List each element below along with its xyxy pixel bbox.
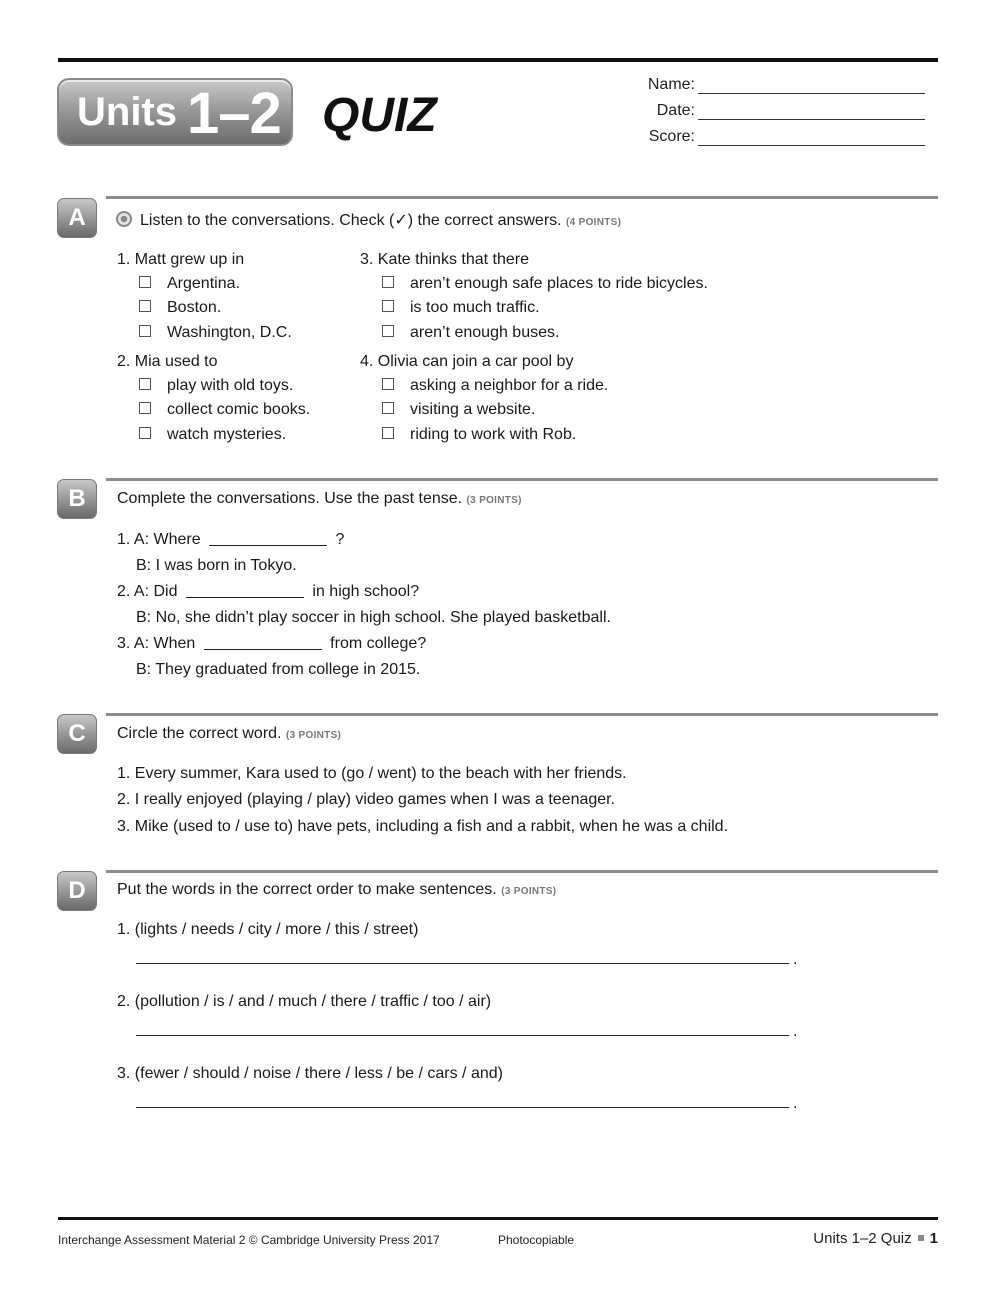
units-badge (57, 78, 293, 146)
score-label-wrap (600, 128, 695, 146)
section-d-rule (106, 870, 938, 873)
date-label-wrap (600, 102, 695, 120)
prompt-text: 3. A: When (117, 635, 196, 652)
units-numbers: 1–2 (187, 81, 281, 146)
footer-quiz-label: Units 1–2 Quiz (813, 1230, 912, 1247)
prompt-text-after: from college? (330, 635, 427, 652)
item-b1-a (117, 531, 344, 549)
option-label: asking a neighbor for a ride. (410, 377, 609, 394)
question-a2: 2. Mia used to (117, 353, 218, 370)
option-label: watch mysteries. (167, 426, 287, 443)
option-label: aren’t enough buses. (410, 324, 560, 341)
blank-field[interactable] (186, 583, 304, 598)
page-number: 1 (929, 1230, 938, 1247)
option-label: riding to work with Rob. (410, 426, 577, 443)
item-c1[interactable]: 1. Every summer, Kara used to (go / went) to the beach with her friends. (117, 765, 627, 782)
item-b2-b: B: No, she didn’t play soccer in high school. She played basketball. (136, 609, 611, 626)
option-label: Boston. (167, 299, 222, 316)
date-label: Date: (656, 102, 695, 119)
question-a3: 3. Kate thinks that there (360, 251, 529, 268)
section-b-points: (3 POINTS) (466, 495, 522, 506)
square-bullet-icon (918, 1235, 924, 1241)
score-label: Score: (648, 128, 695, 145)
option-a3-1[interactable] (382, 275, 708, 293)
item-b3-b: B: They graduated from college in 2015. (136, 661, 421, 678)
option-a3-3[interactable] (382, 324, 559, 342)
option-label: is too much traffic. (410, 299, 540, 316)
checkbox[interactable] (382, 325, 394, 337)
prompt-text: 1. A: Where (117, 531, 201, 548)
footer-photocopiable: Photocopiable (498, 1233, 575, 1247)
footer-page-label (813, 1230, 938, 1247)
option-a4-2[interactable] (382, 401, 535, 419)
item-b2-a (117, 583, 419, 601)
section-c-instruction (117, 725, 341, 743)
checkbox[interactable] (139, 402, 151, 414)
section-b-instruction (117, 490, 522, 508)
checkbox[interactable] (382, 300, 394, 312)
option-a1-2[interactable] (139, 299, 221, 317)
section-a-badge: A (57, 198, 97, 238)
blank-field[interactable] (209, 531, 327, 546)
section-a-points: (4 POINTS) (566, 217, 622, 228)
section-b-instruction-text: Complete the conversations. Use the past tense. (117, 490, 463, 507)
checkbox[interactable] (382, 276, 394, 288)
option-a4-1[interactable] (382, 377, 608, 395)
option-a1-3[interactable] (139, 324, 292, 342)
section-d-badge: D (57, 871, 97, 911)
period-d3: . (793, 1095, 798, 1112)
answer-line-d2[interactable] (136, 1035, 789, 1036)
period-d2: . (793, 1023, 798, 1040)
item-b1-b: B: I was born in Tokyo. (136, 557, 297, 574)
period-d1: . (793, 951, 798, 968)
option-label: collect comic books. (167, 401, 311, 418)
section-a-rule (106, 196, 938, 199)
option-a2-2[interactable] (139, 401, 310, 419)
option-a1-1[interactable] (139, 275, 240, 293)
item-c2[interactable]: 2. I really enjoyed (playing / play) video games when I was a teenager. (117, 791, 616, 808)
section-d-points: (3 POINTS) (501, 886, 557, 897)
option-a3-2[interactable] (382, 299, 540, 317)
item-b3-a (117, 635, 426, 653)
option-a4-3[interactable] (382, 426, 576, 444)
checkbox[interactable] (382, 378, 394, 390)
section-c-instruction-text: Circle the correct word. (117, 725, 282, 742)
option-label: aren’t enough safe places to ride bicycles. (410, 275, 708, 292)
checkbox[interactable] (139, 276, 151, 288)
section-d-instruction (117, 881, 556, 899)
question-a1: 1. Matt grew up in (117, 251, 245, 268)
section-c-badge: C (57, 714, 97, 754)
quiz-title: QUIZ (322, 89, 437, 142)
section-c-rule (106, 713, 938, 716)
units-word: Units (77, 90, 177, 134)
audio-icon[interactable] (116, 211, 132, 227)
name-label-wrap (600, 76, 695, 94)
option-label: visiting a website. (410, 401, 536, 418)
score-field[interactable] (698, 129, 925, 146)
section-b-rule (106, 478, 938, 481)
name-label: Name: (647, 76, 695, 93)
prompt-text-after: ? (335, 531, 345, 548)
item-d2: 2. (pollution / is / and / much / there / traffic / too / air) (117, 993, 492, 1010)
prompt-text: 2. A: Did (117, 583, 178, 600)
option-label: Argentina. (167, 275, 240, 292)
option-label: play with old toys. (167, 377, 294, 394)
option-label: Washington, D.C. (167, 324, 292, 341)
checkbox[interactable] (382, 427, 394, 439)
checkbox[interactable] (139, 300, 151, 312)
top-rule (58, 58, 938, 62)
answer-line-d3[interactable] (136, 1107, 789, 1108)
answer-line-d1[interactable] (136, 963, 789, 964)
bottom-rule (58, 1217, 938, 1220)
item-d3: 3. (fewer / should / noise / there / less / be / cars / and) (117, 1065, 503, 1082)
section-a-instruction-text: Listen to the conversations. Check (✓) the correct answers. (140, 212, 562, 229)
section-b-badge: B (57, 479, 97, 519)
item-c3[interactable]: 3. Mike (used to / use to) have pets, including a fish and a rabbit, when he was a child. (117, 818, 729, 835)
checkbox[interactable] (382, 402, 394, 414)
option-a2-3[interactable] (139, 426, 286, 444)
checkbox[interactable] (139, 378, 151, 390)
blank-field[interactable] (204, 635, 322, 650)
item-d1: 1. (lights / needs / city / more / this / street) (117, 921, 419, 938)
option-a2-1[interactable] (139, 377, 293, 395)
name-field[interactable] (698, 77, 925, 94)
footer-copyright: Interchange Assessment Material 2 © Cambridge University Press 2017 (58, 1233, 440, 1247)
date-field[interactable] (698, 103, 925, 120)
section-d-instruction-text: Put the words in the correct order to make sentences. (117, 881, 497, 898)
checkbox[interactable] (139, 325, 151, 337)
section-a-instruction (116, 210, 621, 230)
checkbox[interactable] (139, 427, 151, 439)
section-c-points: (3 POINTS) (285, 730, 342, 741)
prompt-text-after: in high school? (312, 583, 420, 600)
question-a4: 4. Olivia can join a car pool by (360, 353, 574, 370)
